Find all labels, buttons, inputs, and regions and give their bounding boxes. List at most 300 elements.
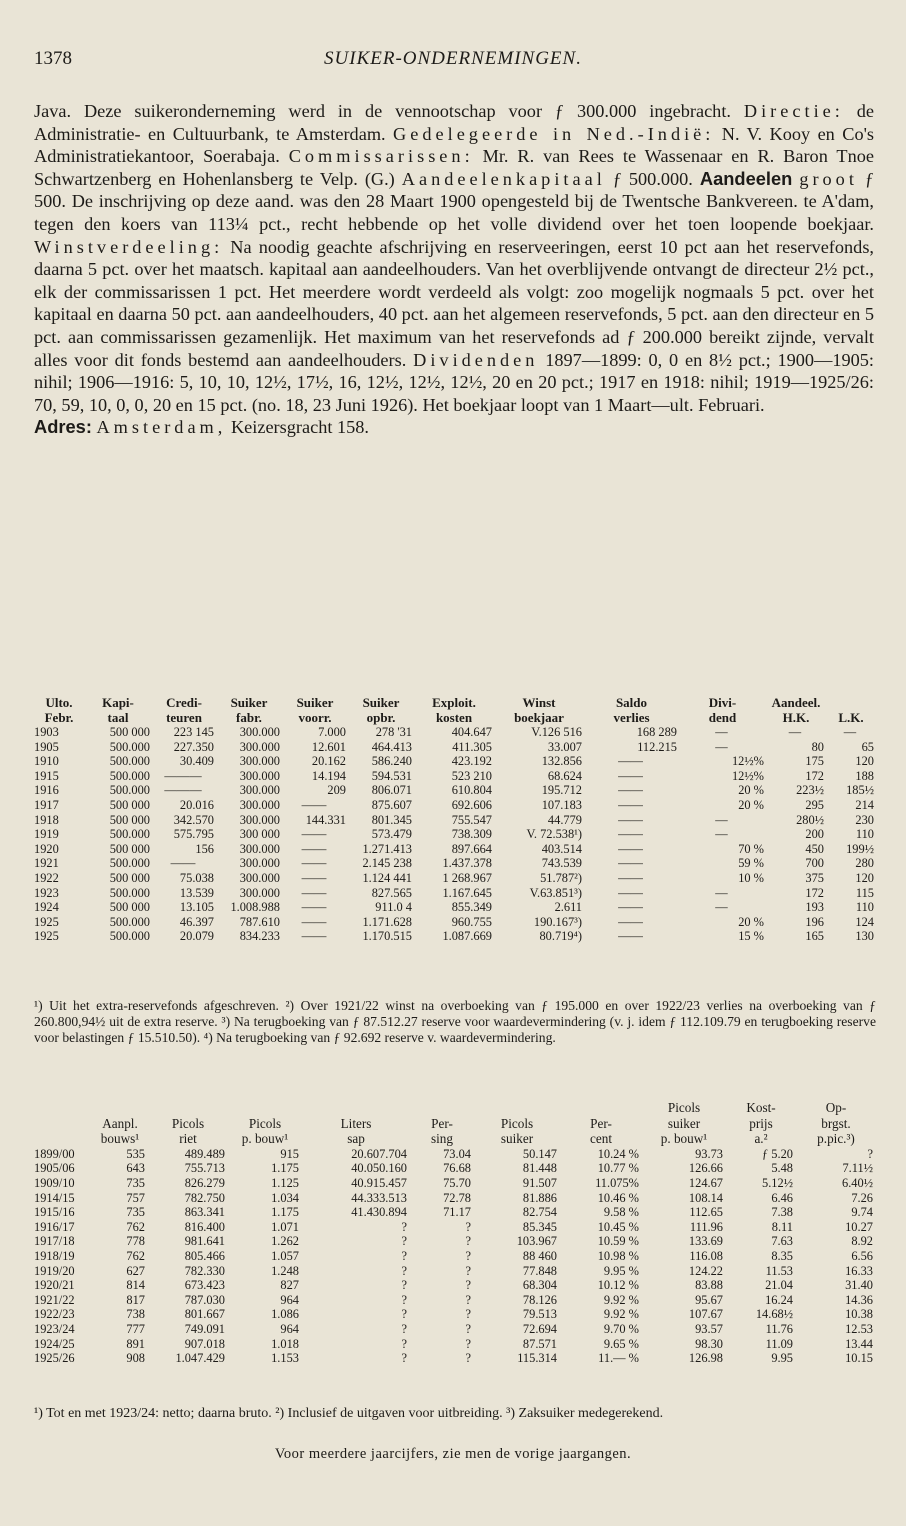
table-cell: —— [618, 754, 643, 769]
adres-city: Amsterdam, [96, 417, 227, 438]
table-cell: 115 [855, 885, 874, 900]
table-cell: —— [618, 841, 643, 856]
table-cell: 300.000 [239, 885, 280, 900]
table-cell: 964 [280, 1292, 299, 1307]
table-cell: 1916 [34, 783, 59, 798]
table-cell: 175 [805, 754, 824, 769]
table-cell: 223½ [796, 783, 824, 798]
column-header: Picols [248, 1115, 282, 1131]
adres-label: Adres: [34, 416, 92, 438]
table-cell: 2.145 238 [362, 856, 412, 871]
table-cell: —— [301, 841, 327, 856]
table-cell: ? [401, 1321, 407, 1336]
table-cell: ? [465, 1263, 471, 1278]
table-cell: 16.24 [765, 1292, 793, 1307]
table-cell: 7.38 [771, 1205, 793, 1220]
table-cell: 6.46 [771, 1190, 793, 1205]
table-cell: 411.305 [452, 739, 492, 754]
table-cell: ? [867, 1146, 873, 1161]
table-cell: —— [301, 870, 327, 885]
table-cell: 342.570 [173, 812, 214, 827]
table-cell: 112.215 [637, 739, 677, 754]
table-cell: 33.007 [547, 739, 582, 754]
table-cell: 1.248 [271, 1263, 299, 1278]
table-cell: 9.95 % [603, 1263, 639, 1278]
table-cell: — [715, 827, 728, 842]
column-header: fabr. [236, 710, 262, 725]
table-cell: 1.047.429 [175, 1351, 225, 1366]
header-row [34, 710, 876, 725]
table-cell: 10.77 % [597, 1161, 639, 1176]
table-cell: 762 [126, 1248, 145, 1263]
table-cell: ? [401, 1307, 407, 1322]
table-cell: — [788, 725, 802, 739]
table-cell: 1925/26 [34, 1351, 75, 1366]
table-cell: 111.96 [689, 1219, 723, 1234]
table-cell: —— [618, 870, 643, 885]
table-cell: 1910 [34, 754, 59, 769]
table-cell: 735 [126, 1205, 145, 1220]
table-cell: 190.167³) [533, 914, 582, 929]
table-cell: V.126 516 [531, 725, 582, 739]
table-cell: 911.0 4 [375, 900, 412, 915]
table-cell: — [715, 812, 728, 827]
table-cell: 500.000 [109, 885, 150, 900]
table-cell: 1.018 [271, 1336, 299, 1351]
table-cell: 749.091 [184, 1321, 225, 1336]
column-header: kosten [435, 710, 473, 725]
table-cell: 51.787²) [540, 870, 582, 885]
column-header: H.K. [782, 710, 810, 725]
table-cell: ? [401, 1278, 407, 1293]
column-header [474, 1100, 560, 1116]
table-cell: 1.086 [271, 1307, 299, 1322]
table-cell: — [843, 725, 857, 739]
table-cell: 787.030 [184, 1292, 225, 1307]
table-cell: 757 [126, 1190, 145, 1205]
kapitaal-label: Aandeelenkapitaal [401, 168, 606, 189]
page-header [34, 48, 872, 74]
table-cell: 168 289 [636, 725, 677, 739]
table-row [34, 886, 876, 901]
table-cell: 295 [805, 797, 824, 812]
table-cell: 10.27 [845, 1219, 873, 1234]
table-row [34, 1293, 876, 1308]
table-cell: 76.68 [443, 1161, 471, 1176]
table-cell: 81.886 [522, 1190, 557, 1205]
table-cell: 908 [126, 1351, 145, 1366]
table-cell: 1923/24 [34, 1321, 75, 1336]
table-row [34, 1264, 876, 1279]
table-cell: 12.53 [845, 1321, 873, 1336]
table-cell: 124 [855, 914, 874, 929]
table-cell: 1918 [34, 812, 59, 827]
table-cell: ——— [164, 783, 202, 798]
table-row [34, 1278, 876, 1293]
table-row [34, 1234, 876, 1249]
table-cell: 500.000 [109, 783, 150, 798]
table-cell: 70 % [738, 841, 764, 856]
table-cell: 1915 [34, 768, 59, 783]
table-cell: 1.124 441 [362, 870, 412, 885]
table-cell: 1903 [34, 725, 59, 739]
column-header: Ulto. [45, 695, 73, 710]
table-cell: —— [618, 768, 643, 783]
column-header [148, 1100, 228, 1116]
table-cell: 9.58 % [603, 1205, 639, 1220]
intro-text: Java. Deze suikeronderneming werd in de vennootschap voor ƒ 300.000 ingebracht. [34, 101, 731, 121]
column-header: Picols [500, 1115, 534, 1131]
table-row [34, 769, 876, 784]
table-cell: 200 [805, 827, 824, 842]
table-row [34, 1351, 876, 1366]
table-cell: 1920/21 [34, 1278, 75, 1293]
column-header: Winst [522, 695, 556, 710]
table-cell: 11.76 [765, 1321, 793, 1336]
financial-table [34, 695, 876, 944]
table-cell: 1.175 [271, 1161, 299, 1176]
table-cell: 10.98 % [597, 1248, 639, 1263]
table-row [34, 1337, 876, 1352]
table-cell: 1916/17 [34, 1219, 75, 1234]
table-cell: 1917/18 [34, 1234, 75, 1249]
table-cell: 535 [126, 1146, 145, 1161]
table-cell: 7.63 [771, 1234, 793, 1249]
table-cell: 6.40½ [842, 1175, 873, 1190]
table-cell: — [715, 739, 728, 754]
table-cell: 964 [280, 1321, 299, 1336]
table-cell: 95.67 [695, 1292, 723, 1307]
table-cell: 375 [805, 870, 824, 885]
inschrijving-text: De inschrijving op deze aand. was den 28 Maart 1900 opengesteld bij de Twentsche Bankvereen. te A'dam, tegen den koers van 113¼ pct., recht hebbende op het volle dividend over het toen loopende boekjaar. [34, 191, 874, 234]
table-row [34, 915, 876, 930]
column-header: a.² [754, 1131, 768, 1147]
dividenden-label: Dividenden [413, 349, 539, 370]
table-cell: 1.087.669 [442, 929, 492, 944]
table-cell: 83.88 [695, 1278, 723, 1293]
table-cell: 875.607 [371, 797, 412, 812]
table-cell: 112.65 [689, 1205, 723, 1220]
column-header: taal [107, 710, 129, 725]
table-row [34, 1191, 876, 1206]
table-cell: 777 [126, 1321, 145, 1336]
table-cell: 643 [126, 1161, 145, 1176]
table-cell: 500.000 [109, 914, 150, 929]
table-cell: 1915/16 [34, 1205, 75, 1220]
table-cell: ? [465, 1234, 471, 1249]
table-cell: 10.15 [845, 1351, 873, 1366]
table-row [34, 1220, 876, 1235]
table-cell: 15 % [738, 929, 764, 944]
table-cell: 500.000 [109, 929, 150, 944]
table-cell: 817 [126, 1292, 145, 1307]
table-cell: 46.397 [179, 914, 214, 929]
table-cell: 814 [126, 1278, 145, 1293]
table-cell: 610.804 [451, 783, 492, 798]
column-header: Saldo [615, 695, 648, 710]
table-cell: 75.038 [179, 870, 214, 885]
column-header: Exploit. [432, 695, 476, 710]
table-cell: 594.531 [371, 768, 412, 783]
table-cell: V.63.851³) [529, 885, 582, 900]
table-cell: 77.848 [522, 1263, 557, 1278]
column-header: Kapi- [102, 695, 134, 710]
table-cell: 8.35 [771, 1248, 793, 1263]
table-cell: 404.647 [451, 725, 492, 739]
column-header: verlies [613, 710, 650, 725]
header-row [34, 1116, 876, 1132]
table-cell: 107.183 [541, 797, 582, 812]
table-cell: 500.000 [109, 739, 150, 754]
column-header: Credi- [166, 695, 202, 710]
table-cell: —— [301, 797, 327, 812]
address-line [34, 416, 874, 439]
column-header: sap [347, 1131, 365, 1147]
table-cell: 586.240 [371, 754, 412, 769]
table-cell: 115.314 [517, 1351, 557, 1366]
table-cell: 1899/00 [34, 1146, 75, 1161]
table-cell: 762 [126, 1219, 145, 1234]
table-cell: —— [618, 827, 643, 842]
table-cell: ? [465, 1278, 471, 1293]
table-cell: 209 [327, 783, 346, 798]
table-cell: 14.68½ [755, 1307, 793, 1322]
winstverdeeling-text: Na noodig geachte afschrijving en reserveeringen, eerst 10 pct aan het reservefonds, daarna 5 pct. over het maatsch. kapitaal aan aandeelhouders. Van het overblijvende ontvangt de directeur 2½ pct., elk der commissarissen 1 pct. Het meerdere wordt verdeeld als volgt: zoo mogelijk nogmaals 5 pct. over het kapitaal en daarna 50 pct. aan aandeelhouders, 40 pct. aan het algemeen reservefonds, 5 pct. aan den directeur en 5 pct. aan commissarissen gezamenlijk. Het maximum van het reservefonds ad ƒ 200.000 bereikt zijnde, vervalt alles voor dit fonds bestemd aan aandeelhouders. [34, 236, 874, 370]
column-header: suiker [500, 1131, 534, 1147]
table-cell: 68.304 [522, 1278, 557, 1293]
table-row [34, 740, 876, 755]
table-cell: 1.171.628 [362, 914, 412, 929]
table-cell: 10.46 % [597, 1190, 639, 1205]
commissarissen-label: Commissarissen: [288, 146, 474, 167]
table-cell: 300.000 [239, 812, 280, 827]
column-header: dend [708, 710, 737, 725]
groot-label: groot [799, 168, 858, 189]
table-cell: ƒ 5.20 [762, 1146, 793, 1161]
table-cell: 500 000 [109, 841, 150, 856]
table-cell: 1924/25 [34, 1336, 75, 1351]
column-header: prijs [749, 1115, 773, 1131]
header-row [34, 695, 876, 710]
table-cell: 230 [855, 812, 874, 827]
table-cell: 423.192 [451, 754, 492, 769]
table-cell: 7.26 [851, 1190, 873, 1205]
kapitaal-value: ƒ 500.000. [612, 168, 693, 189]
table-cell: 12.601 [311, 739, 346, 754]
table-cell: 12½% [731, 768, 764, 783]
table-cell: 738 [126, 1307, 145, 1322]
table-cell: —— [618, 914, 643, 929]
table-cell: 133.69 [688, 1234, 723, 1249]
table-cell: ? [401, 1263, 407, 1278]
column-header: p. bouw¹ [660, 1131, 708, 1147]
table-cell: 778 [126, 1234, 145, 1249]
table-row [34, 813, 876, 828]
table-cell: 80.719⁴) [539, 929, 582, 944]
table-cell: 130 [855, 929, 874, 944]
table-cell: 79.513 [522, 1307, 557, 1322]
table-cell: 1909/10 [34, 1175, 75, 1190]
production-table [34, 1100, 876, 1366]
table-cell: 9.95 [771, 1351, 793, 1366]
table-cell: 156 [195, 841, 214, 856]
table-cell: 14.36 [845, 1292, 873, 1307]
gedelegeerde-label: Gedelegeerde in Ned.-Indië: [393, 123, 715, 144]
table-row [34, 871, 876, 886]
table-cell: 223 145 [173, 725, 214, 739]
table-cell: 12½% [731, 754, 764, 769]
table-cell: — [715, 725, 728, 739]
table-cell: 20 % [738, 914, 764, 929]
table-cell: 214 [855, 797, 874, 812]
table-cell: 13.539 [179, 885, 214, 900]
column-header: opbr. [366, 710, 396, 725]
table-cell: 1.125 [271, 1175, 299, 1190]
table-cell: 1920 [34, 841, 59, 856]
column-header: Picols [171, 1115, 205, 1131]
table-cell: 72.694 [522, 1321, 557, 1336]
table-cell: 20.016 [179, 797, 214, 812]
table-cell: 1.057 [271, 1248, 299, 1263]
table-cell: 195.712 [541, 783, 582, 798]
table-row [34, 1307, 876, 1322]
table-cell: 891 [126, 1336, 145, 1351]
table-cell: 500.000 [109, 754, 150, 769]
table-cell: 782.330 [184, 1263, 225, 1278]
column-header: Kost- [746, 1100, 776, 1115]
table-cell: 523 210 [451, 768, 492, 783]
table-cell: 93.57 [695, 1321, 723, 1336]
body-paragraph [34, 100, 874, 416]
table-cell: 300.000 [239, 856, 280, 871]
table-cell: 68.624 [547, 768, 582, 783]
table-cell: 834.233 [239, 929, 280, 944]
table-cell: 575.795 [173, 827, 214, 842]
table-cell: 450 [805, 841, 824, 856]
footnotes-financial: ¹) Uit het extra-reservefonds afgeschreven. ²) Over 1921/22 winst na overboeking van ƒ 195.000 en over 1922/23 verlies na overboeking van ƒ 260.800,94½ uit de extra reserve. ³) Na terugboeking van ƒ 87.512.27 reserve voor waardevermindering (v. j. idem ƒ 112.109.79 en terugboeking reserve voor belastingen ƒ 15.510.50). ⁴) Na terugboeking van ƒ 92.692 reserve v. waardevermindering. [34, 998, 876, 1046]
table-cell: — [715, 900, 728, 915]
table-cell: 10.12 % [597, 1278, 639, 1293]
column-header: Aandeel. [771, 695, 821, 710]
table-row [34, 929, 876, 944]
table-cell: ? [401, 1248, 407, 1263]
table-cell: 755.713 [184, 1161, 225, 1176]
table-cell: 20.607.704 [351, 1146, 407, 1161]
column-header: cent [590, 1131, 612, 1147]
table-cell: 21.04 [765, 1278, 793, 1293]
table-cell: —— [301, 900, 327, 915]
table-cell: 300.000 [239, 783, 280, 798]
column-header: Picols [667, 1100, 701, 1115]
table-cell: 9.74 [851, 1205, 873, 1220]
table-cell: 185½ [846, 783, 874, 798]
table-row [34, 842, 876, 857]
column-header: Aanpl. [102, 1115, 138, 1131]
table-cell: 9.65 % [603, 1336, 639, 1351]
table-cell: 44.779 [547, 812, 582, 827]
table-cell: —— [618, 797, 643, 812]
table-cell: 1905/06 [34, 1161, 75, 1176]
table-cell: 1.170.515 [362, 929, 412, 944]
column-header: brgst. [821, 1115, 851, 1131]
table-cell: 1924 [34, 900, 59, 915]
table-cell: 11.09 [765, 1336, 793, 1351]
table-cell: 132.856 [541, 754, 582, 769]
table-row [34, 1322, 876, 1337]
column-header: p.pic.³) [817, 1131, 855, 1147]
company-description [34, 100, 874, 439]
table-cell: 826.279 [184, 1175, 225, 1190]
table-cell: 20.079 [179, 929, 214, 944]
table-cell: 75.70 [443, 1175, 471, 1190]
table-cell: 500 000 [109, 900, 150, 915]
table-cell: 1.262 [271, 1234, 299, 1249]
table-cell: —— [618, 812, 643, 827]
table-cell: 120 [855, 870, 874, 885]
table-cell: 85.345 [522, 1219, 557, 1234]
groot-value: ƒ 500. [34, 168, 875, 212]
table-cell: 280½ [796, 812, 824, 827]
table-cell: 103.967 [516, 1234, 557, 1249]
table-cell: 300.000 [239, 754, 280, 769]
table-cell: 500 000 [109, 797, 150, 812]
table-cell: 20.162 [311, 754, 346, 769]
table-cell: —— [618, 900, 643, 915]
table-cell: 11.075% [595, 1175, 639, 1190]
table-cell: 7.11½ [842, 1161, 873, 1176]
table-cell: 464.413 [371, 739, 412, 754]
table-cell: 41.430.894 [351, 1205, 407, 1220]
table-row [34, 900, 876, 915]
table-cell: 500 000 [109, 870, 150, 885]
table-row [34, 1176, 876, 1191]
table-row [34, 1161, 876, 1176]
table-cell: 108.14 [688, 1190, 723, 1205]
table-cell: 1922 [34, 870, 59, 885]
column-header [410, 1100, 474, 1116]
column-header: teuren [166, 710, 202, 725]
table-cell: 20 % [738, 783, 764, 798]
table-cell: 6.56 [851, 1248, 873, 1263]
table-cell: 71.17 [443, 1205, 471, 1220]
table-cell: 193 [805, 900, 824, 915]
table-cell: 10.24 % [597, 1146, 639, 1161]
table-cell: 31.40 [845, 1278, 873, 1293]
table-row [34, 856, 876, 871]
table-cell: ? [465, 1307, 471, 1322]
column-header: Suiker [362, 695, 400, 710]
table-cell: 300.000 [239, 768, 280, 783]
table-cell: 960.755 [451, 914, 492, 929]
table-cell: 700 [805, 856, 824, 871]
table-cell: 915 [280, 1146, 299, 1161]
table-cell: 98.30 [695, 1336, 723, 1351]
column-header [34, 1100, 92, 1116]
table-cell: 16.33 [845, 1263, 873, 1278]
table-cell: 500.000 [109, 768, 150, 783]
column-header [34, 1131, 92, 1147]
adres-street: Keizersgracht 158. [230, 417, 370, 438]
table-cell: 782.750 [184, 1190, 225, 1205]
table-cell: ? [465, 1336, 471, 1351]
table-cell: 1917 [34, 797, 59, 812]
table-cell: 1925 [34, 929, 59, 944]
table-cell: 199½ [846, 841, 874, 856]
header-row [34, 1131, 876, 1147]
table-cell: 300.000 [239, 870, 280, 885]
table-cell: 1919 [34, 827, 59, 842]
table-cell: 300 000 [239, 827, 280, 842]
